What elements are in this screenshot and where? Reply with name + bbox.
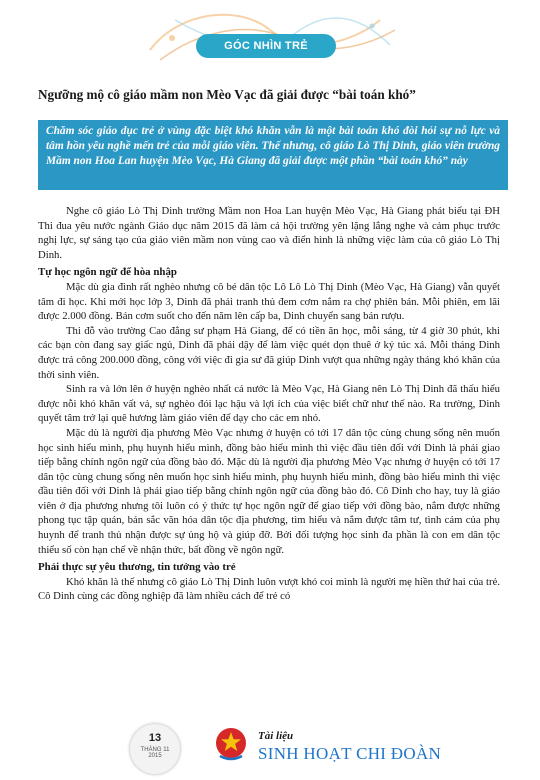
- paragraph: Mặc dù gia đình rất nghèo nhưng cô bé dân tộc Lô Lô Lò Thị Dinh (Mèo Vạc, Hà Giang) vẫn quyết tâm đi học. Khi mới học lớp 3, Dinh đã phải tranh thủ đem cơm nắm ra chợ phiên bán. Mỗi phiên, em lãi được 2.000 đồng. Bán cơm suốt cho đến năm lên cấp ba, Dinh chuyển sang bán rượu.: [38, 280, 500, 323]
- page-number: 13: [148, 732, 162, 744]
- issue-month: THÁNG 11: [140, 747, 170, 753]
- publication-name: SINH HOẠT CHI ĐOÀN: [258, 744, 442, 763]
- paragraph: Thi đỗ vào trường Cao đẳng sư phạm Hà Giang, để có tiền ăn học, mỗi sáng, từ 4 giờ 30 phút, khi các bạn còn đang say giấc ngủ, Dinh đã phải dậy để làm việc quét dọn thuê ở ký túc xá. Mỗi tháng Dinh được trả công 200.000 đồng, công với việc đi gia sư đã giúp Dinh vượt qua những ngày tháng khó khăn của thời sinh viên.: [38, 324, 500, 381]
- article-body: [38, 204, 500, 604]
- publication-label: Tài liệu: [258, 730, 294, 742]
- page-number-badge: [130, 724, 180, 774]
- header-band: [0, 0, 540, 74]
- youth-union-emblem-icon: [214, 726, 248, 764]
- article-title: Ngưỡng mộ cô giáo mầm non Mèo Vạc đã giải được “bài toán khó”: [38, 87, 416, 102]
- section-heading-2: Phải thực sự yêu thương, tin tưởng vào trẻ: [38, 561, 236, 574]
- paragraph-intro: Nghe cô giáo Lò Thị Dinh trường Mầm non Hoa Lan huyện Mèo Vạc, Hà Giang phát biểu tại ĐH Thi đua yêu nước ngành Giáo dục năm 2015 đã làm cả hội trường yên lặng lắng nghe và cảm phục trước nghị lực, sự sáng tạo của giáo viên mầm non vùng cao và điển hình là những việc làm của cô giáo Lò Thị Dinh.: [38, 205, 500, 261]
- issue-year: 2015: [148, 753, 162, 759]
- section-heading-1: Tự học ngôn ngữ để hòa nhập: [38, 266, 177, 279]
- paragraph: Mặc dù là người địa phương Mèo Vạc nhưng ở huyện có tới 17 dân tộc cùng chung sống nên muốn học sinh hiểu mình, phụ huynh hiểu mình, đồng bào hiểu mình thì việc đầu tiên đối với Dinh là phải giao tiếp bằng chính ngôn ngữ của đồng bào đó. Mặc dù là người địa phương Mèo Vạc nhưng ở huyện có tới 17 dân tộc cùng chung sống nên muốn học sinh hiểu mình, phụ huynh hiểu mình, đồng bào hiểu mình thì việc đầu tiên đối với Dinh là phải giao tiếp bằng chính ngôn ngữ của đồng bào đó. Cô Dinh cho hay, tuy là giáo viên ở địa phương nhưng tôi luôn có ý thức tự học ngôn ngữ để giao tiếp với đồng bào, nắm được những phong tục tập quán, bản sắc văn hóa dân tộc địa phương, tìm hiểu và nắm được tâm tư, tình cảm của phụ huynh để tranh thủ nhận được sự ủng hộ và giúp đỡ. Bởi đối tượng học sinh đa phần là con em dân tộc thiểu số còn hạn chế về nhận thức, bất đồng về ngôn ngữ.: [38, 426, 500, 556]
- section-label: GÓC NHÌN TRẺ: [196, 34, 336, 58]
- paragraph: Khó khăn là thế nhưng cô giáo Lò Thị Dinh luôn vượt khó coi mình là người mẹ hiền thứ hai của trẻ. Cô Dinh cùng các đồng nghiệp đã làm nhiều cách để trẻ có: [38, 575, 500, 603]
- paragraph: Sinh ra và lớn lên ở huyện nghèo nhất cả nước là Mèo Vạc, Hà Giang nên Lò Thị Dinh đã thấu hiểu được nỗi khó khăn vất vả, sự nghèo đói lạc hậu và lợi ích của việc biết chữ như thế nào. Ra trường, Dinh quyết tâm trở lại quê hương làm giáo viên để dạy cho các em nhỏ.: [38, 383, 500, 425]
- article-sapo: Chăm sóc giáo dục trẻ ở vùng đặc biệt khó khăn vẫn là một bài toán khó đòi hỏi sự nỗ lực và tâm hồn yêu nghề mến trẻ của mỗi giáo viên. Thế nhưng, cô giáo Lò Thị Dinh, giáo viên trường Mầm non Hoa Lan huyện Mèo Vạc, Hà Giang đã giải được một phần “bài toán khó” này: [38, 120, 508, 190]
